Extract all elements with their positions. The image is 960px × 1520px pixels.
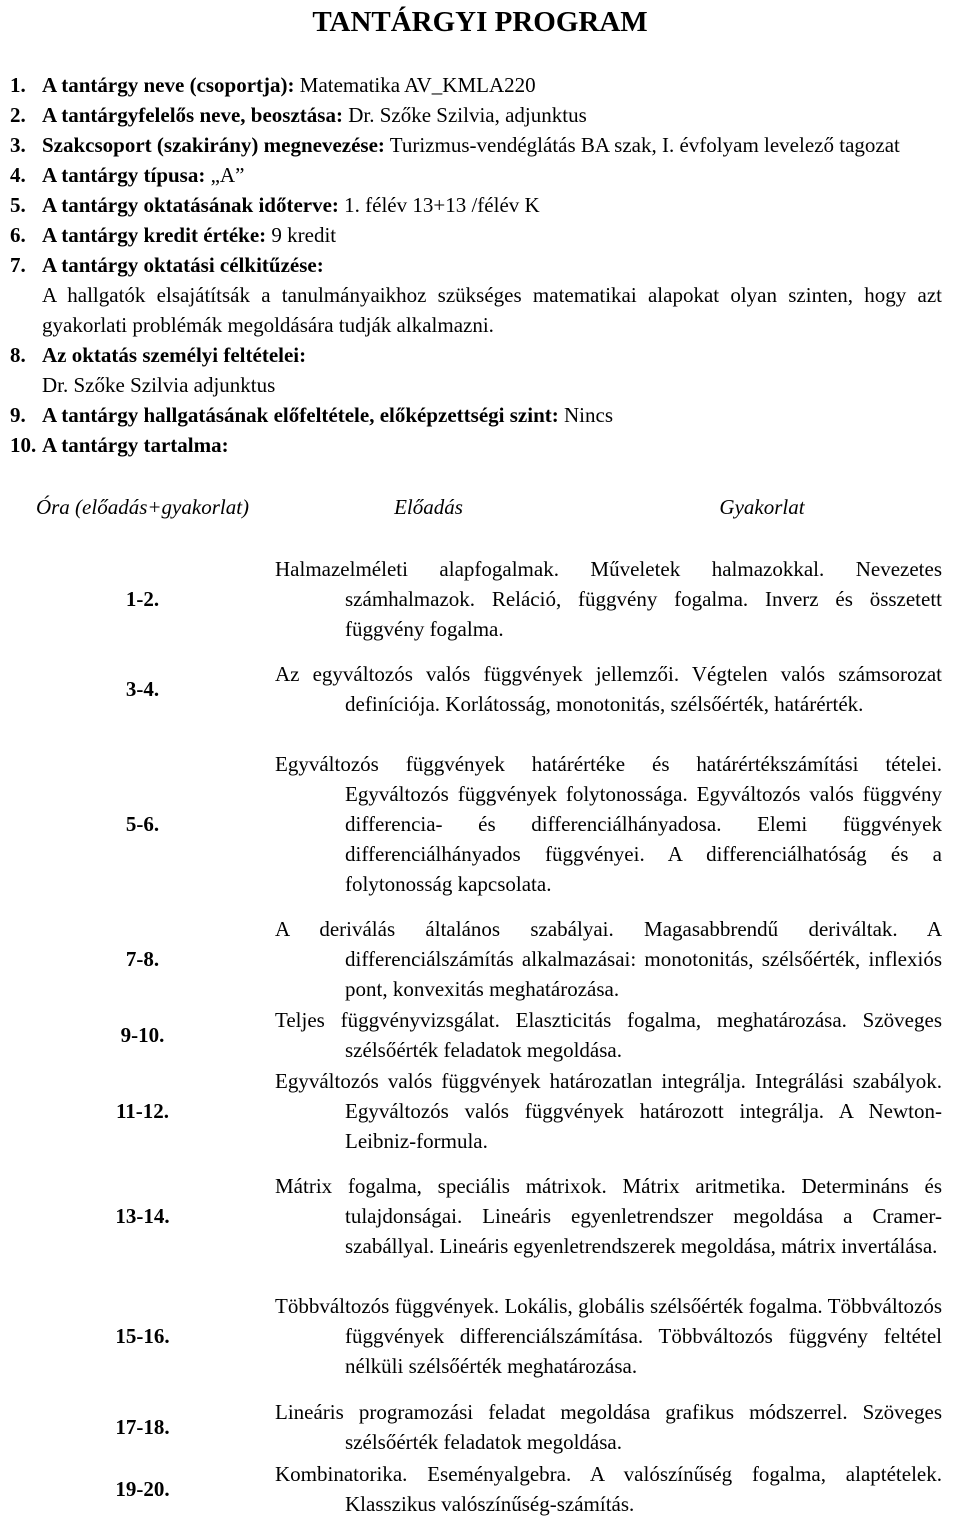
item-label: A tantárgyfelelős neve, beosztása:: [42, 103, 343, 127]
content-table: [10, 492, 942, 1520]
program-details: [10, 70, 942, 460]
row-topic: Többváltozós függvények. Lokális, globális szélsőérték fogalma. Többváltozós függvények differenciálszámítása. Többváltozós függvény feltétel nélküli szélsőérték meghatározása.: [275, 1294, 942, 1378]
page-title: TANTÁRGYI PROGRAM: [312, 6, 648, 38]
row-topic: Mátrix fogalma, speciális mátrixok. Mátrix aritmetika. Determináns és tulajdonságai. Lineáris egyenletrendszer megoldása a Cramer-szabállyal. Lineáris egyenletrendszerek megoldása, mátrix invertálása.: [275, 1174, 942, 1258]
table-row: [10, 1276, 942, 1396]
row-hours: 11-12.: [115, 1098, 170, 1123]
item-label: A tantárgy neve (csoportja):: [42, 73, 295, 97]
table-row: [10, 734, 942, 914]
row-topic: Lineáris programozási feladat megoldása grafikus módszerrel. Szöveges szélsőérték feladatok megoldása.: [275, 1400, 942, 1454]
item-course-name: [10, 70, 942, 100]
item-label: A tantárgy oktatásának időterve:: [42, 193, 339, 217]
item-number: 9.: [10, 403, 26, 427]
row-hours: 9-10.: [120, 1022, 165, 1047]
item-value: Turizmus-vendéglátás BA szak, I. évfolyam levelező tagozat: [384, 133, 900, 157]
item-number: 5.: [10, 193, 26, 217]
row-topic: Az egyváltozós valós függvények jellemzői. Végtelen valós számsorozat definíciója. Korlátosság, monotonitás, szélsőérték, határérték.: [275, 662, 942, 716]
item-value: 1. félév 13+13 /félév K: [338, 193, 540, 217]
item-value: Matematika AV_KMLA220: [294, 73, 536, 97]
item-responsible: [10, 100, 942, 130]
row-hours: 7-8.: [125, 946, 160, 971]
table-row: [10, 914, 942, 1004]
item-value: 9 kredit: [266, 223, 337, 247]
row-topic: Teljes függvényvizsgálat. Elaszticitás fogalma, meghatározása. Szöveges szélsőérték feladatok megoldása.: [275, 1008, 942, 1062]
item-number: 10.: [10, 433, 37, 457]
item-schedule: [10, 190, 942, 220]
item-staff: [10, 340, 942, 400]
item-value: Dr. Szőke Szilvia adjunktus: [42, 373, 276, 397]
item-value: „A”: [205, 163, 245, 187]
table-row: [10, 1156, 942, 1276]
row-hours: 1-2.: [125, 586, 160, 611]
row-hours: 13-14.: [115, 1203, 170, 1228]
item-content: [10, 430, 942, 460]
item-credit: [10, 220, 942, 250]
table-row: [10, 1066, 942, 1156]
table-header-row: [10, 492, 942, 554]
item-number: 6.: [10, 223, 26, 247]
item-objective: [10, 250, 942, 340]
row-topic: Halmazelméleti alapfogalmak. Műveletek halmazokkal. Nevezetes számhalmazok. Reláció, függvény fogalma. Inverz és összetett függvény fogalma.: [275, 557, 942, 641]
table-row: [10, 644, 942, 734]
row-hours: 3-4.: [125, 676, 160, 701]
item-label: A tantárgy hallgatásának előfeltétele, előképzettségi szint:: [42, 403, 559, 427]
row-hours: 19-20.: [115, 1476, 170, 1501]
item-value: Nincs: [558, 403, 613, 427]
header-lecture: Előadás: [394, 495, 463, 519]
item-type: [10, 160, 942, 190]
item-prerequisite: [10, 400, 942, 430]
item-label: A tantárgy tartalma:: [42, 433, 229, 457]
item-label: Az oktatás személyi feltételei:: [42, 343, 307, 367]
item-number: 8.: [10, 343, 26, 367]
item-number: 4.: [10, 163, 26, 187]
item-number: 2.: [10, 103, 26, 127]
table-row: [10, 1458, 942, 1520]
item-label: Szakcsoport (szakirány) megnevezése:: [42, 133, 385, 157]
item-label: A tantárgy oktatási célkitűzése:: [42, 253, 324, 277]
item-label: A tantárgy kredit értéke:: [42, 223, 267, 247]
table-row: [10, 554, 942, 644]
item-number: 7.: [10, 253, 26, 277]
item-value: Dr. Szőke Szilvia, adjunktus: [342, 103, 587, 127]
row-topic: A deriválás általános szabályai. Magasabbrendű deriváltak. A differenciálszámítás alkalmazásai: monotonitás, szélsőérték, inflexiós pont, konvexitás meghatározása.: [275, 917, 942, 1001]
table-row: [10, 1396, 942, 1458]
table-row: [10, 1004, 942, 1066]
row-hours: 15-16.: [115, 1323, 170, 1348]
header-hours: Óra (előadás+gyakorlat): [35, 495, 250, 519]
item-number: 1.: [10, 73, 26, 97]
item-value: A hallgatók elsajátítsák a tanulmányaikhoz szükséges matematikai alapokat olyan szinten, hogy azt gyakorlati problémák megoldására tudják alkalmazni.: [42, 283, 942, 337]
row-topic: Kombinatorika. Eseményalgebra. A valószínűség fogalma, alaptételek. Klasszikus valószínűség-számítás.: [275, 1462, 942, 1516]
row-hours: 5-6.: [125, 811, 160, 836]
item-label: A tantárgy típusa:: [42, 163, 206, 187]
item-specialization: [10, 130, 942, 160]
header-practice: Gyakorlat: [719, 495, 805, 519]
item-number: 3.: [10, 133, 26, 157]
row-topic: Egyváltozós valós függvények határozatlan integrálja. Integrálási szabályok. Egyváltozós valós függvények határozott integrálja. A Newton-Leibniz-formula.: [275, 1069, 942, 1153]
row-topic: Egyváltozós függvények határértéke és határértékszámítási tételei. Egyváltozós függvények folytonossága. Egyváltozós valós függvény differencia- és differenciálhányadosa. Elemi függvények differenciálhányados függvényei. A differenciálhatóság és a folytonosság kapcsolata.: [275, 752, 942, 896]
row-hours: 17-18.: [115, 1414, 170, 1439]
